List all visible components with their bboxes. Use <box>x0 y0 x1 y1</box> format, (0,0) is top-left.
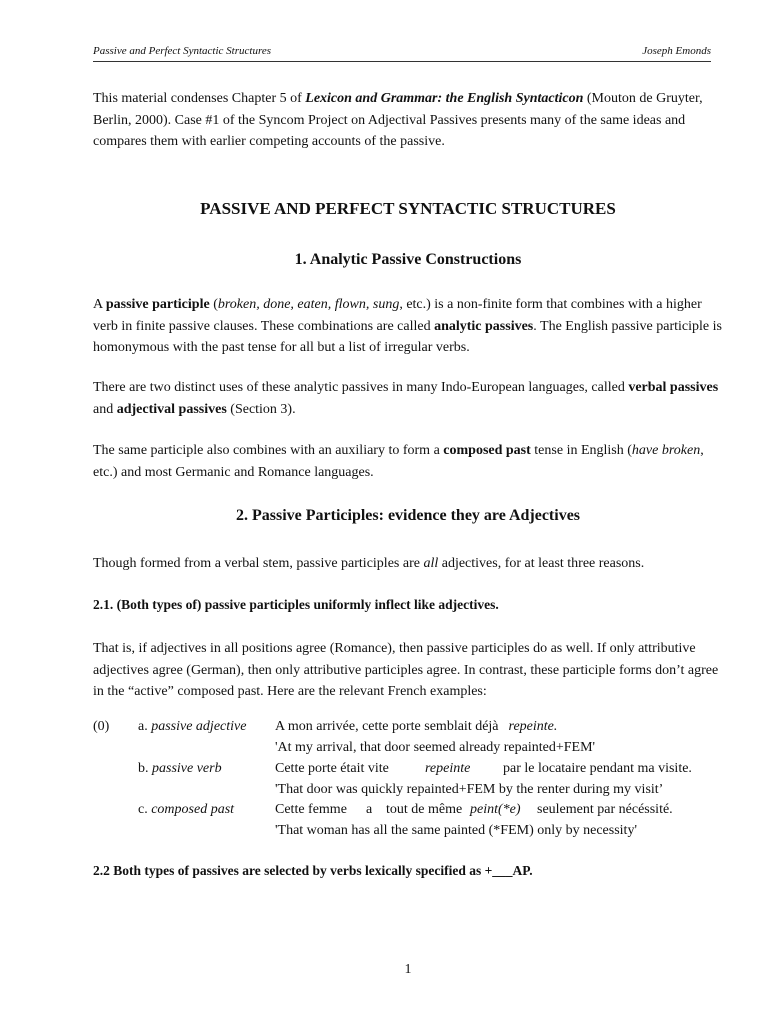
running-header-author: Joseph Emonds <box>642 45 711 57</box>
example-c-french-3: tout de même <box>386 802 463 817</box>
section-1-paragraph-3: The same participle also combines with an auxiliary to form a composed past tense in English (have broken, etc.) and most Germanic and Romance languages. <box>93 443 704 480</box>
example-b-french-1: Cette porte était vite <box>275 761 389 776</box>
subsection-2-1-heading: 2.1. (Both types of) passive participles uniformly inflect like adjectives. <box>93 597 499 612</box>
example-b-french-2: par le locataire pendant ma visite. <box>503 761 692 776</box>
example-a-label: a. passive adjective <box>138 719 247 734</box>
example-a-french: A mon arrivée, cette porte semblait déjà repeinte. <box>275 719 558 734</box>
subsection-2-2-heading: 2.2 Both types of passives are selected by verbs lexically specified as +___AP. <box>93 863 533 878</box>
example-c-french-1: Cette femme <box>275 802 347 817</box>
example-c-french-participle: peint(*e) <box>470 802 521 817</box>
running-header-title: Passive and Perfect Syntactic Structures <box>93 45 271 57</box>
example-c-french-4: seulement par nécéssité. <box>537 802 673 817</box>
intro-paragraph: This material condenses Chapter 5 of Lexicon and Grammar: the English Syntacticon (Mouton de Gruyter, Berlin, 2000). Case #1 of the Syncom Project on Adjectival Passives presents many of the same ideas and compares them with earlier competing accounts of the passive. <box>93 91 703 149</box>
example-number: (0) <box>93 719 110 734</box>
example-a-gloss: 'At my arrival, that door seemed already repainted+FEM' <box>275 740 596 755</box>
example-c-french-2: a <box>366 802 373 817</box>
header-rule <box>93 61 711 62</box>
section-2-paragraph-2: That is, if adjectives in all positions agree (Romance), then passive participles do as well. If only attributive adjectives agree (German), then only attributive participles agree. In contrast, these participle forms don’t agree in the “active” composed past. Here are the relevant French examples: <box>93 641 719 699</box>
section-2-heading: 2. Passive Participles: evidence they are Adjectives <box>235 507 581 524</box>
section-2-paragraph-1: Though formed from a verbal stem, passive participles are all adjectives, for at least three reasons. <box>93 556 645 571</box>
example-b-gloss: 'That door was quickly repainted+FEM by the renter during my visit’ <box>275 782 664 797</box>
section-1-heading: 1. Analytic Passive Constructions <box>294 251 522 268</box>
example-c-label: c. composed past <box>138 802 235 817</box>
example-c-gloss: 'That woman has all the same painted (*FEM) only by necessity' <box>275 823 637 838</box>
document-title: PASSIVE AND PERFECT SYNTACTIC STRUCTURES <box>200 199 616 218</box>
example-b-french-participle: repeinte <box>425 761 471 776</box>
section-1-paragraph-2: There are two distinct uses of these analytic passives in many Indo-European languages, called verbal passives and adjectival passives (Section 3). <box>93 380 719 417</box>
example-b-label: b. passive verb <box>138 761 222 776</box>
page-number: 1 <box>404 962 412 977</box>
section-1-paragraph-1: A passive participle (broken, done, eaten, flown, sung, etc.) is a non-finite form that combines with a higher verb in finite passive clauses. These combinations are called analytic passives. The English passive participle is homonymous with the past tense for all but a list of irregular verbs. <box>93 297 722 355</box>
